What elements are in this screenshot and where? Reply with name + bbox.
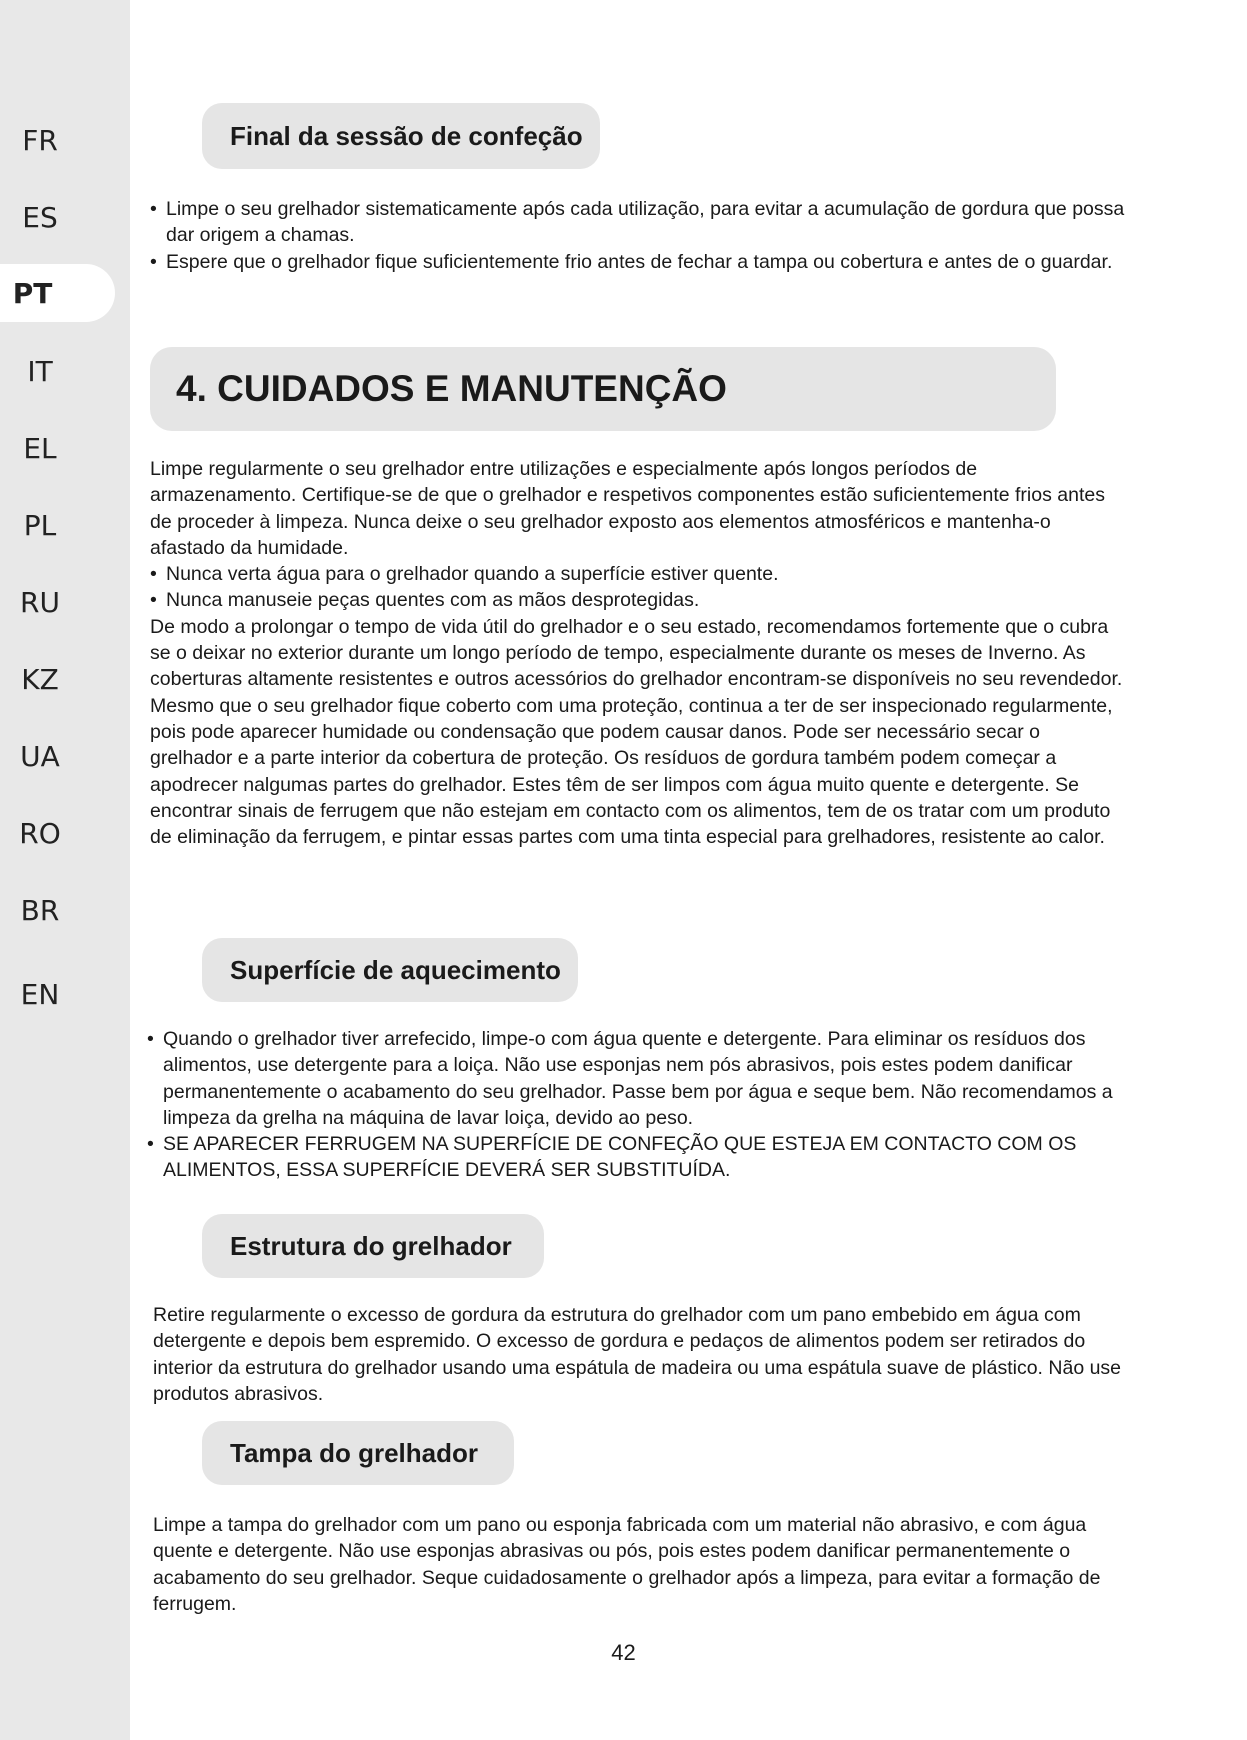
lang-tab-pl[interactable]: PL: [23, 508, 57, 542]
lang-tab-el[interactable]: EL: [23, 431, 57, 465]
section-heading-grill-structure: Estrutura do grelhador: [202, 1214, 544, 1278]
section-heading-grill-lid: Tampa do grelhador: [202, 1421, 514, 1485]
section-heading-heating-surface: Superfície de aquecimento: [202, 938, 578, 1002]
final-session-list: [150, 196, 1125, 275]
heating-list: [147, 1026, 1122, 1184]
list-item: • Espere que o grelhador fique suficientemente frio antes de fechar a tampa ou cobertura e antes de o guardar.: [150, 249, 1125, 275]
list-item: • SE APARECER FERRUGEM NA SUPERFÍCIE DE CONFEÇÃO QUE ESTEJA EM CONTACTO COM OS ALIMENTOS, ESSA SUPERFÍCIE DEVERÁ SER SUBSTITUÍDA.: [147, 1131, 1122, 1184]
chapter-heading: 4. CUIDADOS E MANUTENÇÃO: [150, 347, 1056, 431]
care-paragraph-cover: De modo a prolongar o tempo de vida útil do grelhador e o seu estado, recomendamos fortemente que o cubra se o deixar no exterior durante um longo período de tempo, especialmente durante os meses de Inverno. As coberturas altamente resistentes e outros acessórios do grelhador encontram-se disponíveis no seu revendedor.: [150, 615, 1123, 691]
lang-tab-en[interactable]: EN: [20, 977, 60, 1011]
lang-tab-es[interactable]: ES: [22, 200, 58, 234]
language-sidebar: [0, 0, 130, 1740]
lang-tab-it[interactable]: IT: [27, 354, 53, 388]
list-item: • Quando o grelhador tiver arrefecido, limpe-o com água quente e detergente. Para eliminar os resíduos dos alimentos, use detergente para a loiça. Não use esponjas nem pós abrasivos, pois estes podem danificar permanentemente o acabamento do seu grelhador. Passe bem por água e seque bem. Não recomendamos a limpeza da grelha na máquina de lavar loiça, devido ao peso.: [147, 1026, 1122, 1131]
lang-tab-kz[interactable]: KZ: [21, 662, 59, 696]
page-number: 42: [611, 1640, 636, 1665]
lang-tab-pt[interactable]: PT: [0, 264, 115, 322]
lang-tab-br[interactable]: BR: [20, 893, 60, 927]
lang-tab-fr[interactable]: FR: [22, 123, 58, 157]
care-body: [150, 456, 1125, 850]
care-paragraph-inspection: Mesmo que o seu grelhador fique coberto com uma proteção, continua a ter de ser inspecionado regularmente, pois pode aparecer humidade ou condensação que podem causar danos. Pode ser necessário secar o grelhador e a parte interior da cobertura de proteção. Os resíduos de gordura também podem começar a apodrecer nalgumas partes do grelhador. Estes têm de ser limpos com água muito quente e detergente. Se encontrar sinais de ferrugem que não estejam em contacto com os alimentos, tem de os tratar com um produto de eliminação da ferrugem, e pintar essas partes com uma tinta especial para grelhadores, resistente ao calor.: [150, 694, 1113, 849]
list-item: • Limpe o seu grelhador sistematicamente após cada utilização, para evitar a acumulação de gordura que possa dar origem a chamas.: [150, 196, 1125, 249]
structure-text: Retire regularmente o excesso de gordura da estrutura do grelhador com um pano embebido em água com detergente e depois bem espremido. O excesso de gordura e pedaços de alimentos podem ser retirados do interior da estrutura do grelhador usando uma espátula de madeira ou uma espátula suave de plástico. Não use produtos abrasivos.: [153, 1304, 1122, 1405]
lang-tab-ua[interactable]: UA: [20, 739, 60, 773]
lang-tab-ro[interactable]: RO: [19, 816, 61, 850]
list-item: • Nunca verta água para o grelhador quando a superfície estiver quente.: [150, 561, 1125, 587]
list-item: • Nunca manuseie peças quentes com as mãos desprotegidas.: [150, 587, 1125, 613]
lid-text: Limpe a tampa do grelhador com um pano ou esponja fabricada com um material não abrasivo, e com água quente e detergente. Não use esponjas abrasivas ou pós, pois estes podem danificar permanentemente o acabamento do seu grelhador. Seque cuidadosamente o grelhador após a limpeza, para evitar a formação de ferrugem.: [153, 1514, 1101, 1615]
section-heading-final-session: Final da sessão de confeção: [202, 103, 600, 169]
care-intro: Limpe regularmente o seu grelhador entre utilizações e especialmente após longos períodos de armazenamento. Certifique-se de que o grelhador e respetivos componentes estão suficientemente frios antes de proceder à limpeza. Nunca deixe o seu grelhador exposto aos elementos atmosféricos e mantenha-o afastado da humidade.: [150, 458, 1105, 559]
lang-tab-ru[interactable]: RU: [20, 585, 60, 619]
